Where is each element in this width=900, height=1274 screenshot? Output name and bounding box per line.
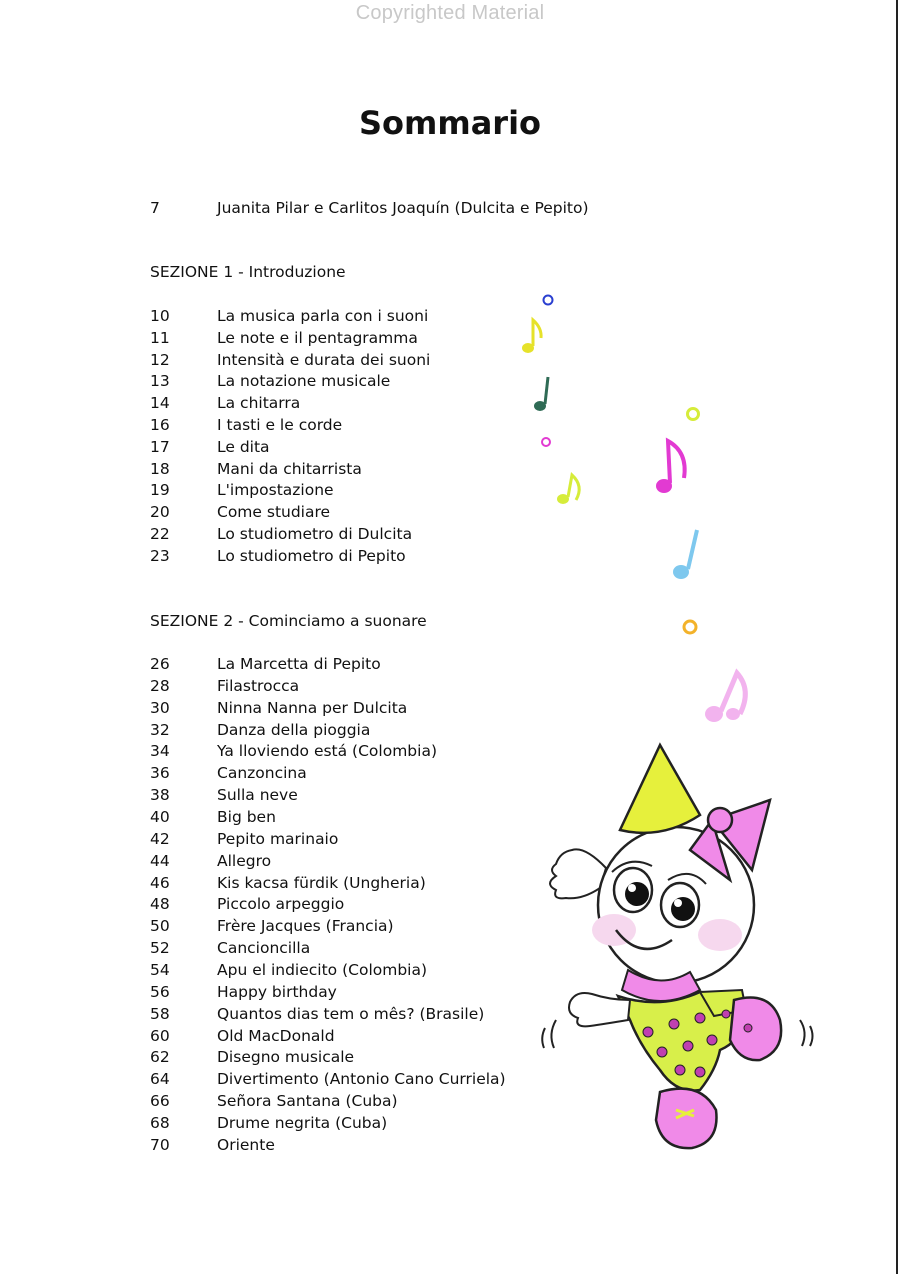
- toc-entry: [150, 392, 300, 414]
- toc-page-number: 28: [150, 676, 170, 695]
- toc-entry: [150, 349, 430, 371]
- toc-entry-title: Big ben: [217, 808, 276, 827]
- toc-entry-title: Cancioncilla: [217, 939, 311, 958]
- toc-page-number: 30: [150, 698, 170, 717]
- toc-entry-title: La Marcetta di Pepito: [217, 655, 381, 673]
- toc-page-number: 32: [150, 720, 170, 739]
- toc-page-number: 26: [150, 655, 170, 673]
- toc-page-number: 34: [150, 742, 170, 761]
- toc-entry-title: Lo studiometro di Pepito: [217, 546, 406, 565]
- toc-entry: [150, 893, 344, 915]
- toc-entry: [150, 872, 426, 894]
- toc-entry: [150, 370, 390, 392]
- toc-entry: [150, 981, 337, 1003]
- toc-page-number: 64: [150, 1070, 170, 1089]
- toc-page-number: 17: [150, 437, 170, 456]
- toc-page-number: 12: [150, 350, 170, 369]
- toc-entry: [150, 784, 298, 806]
- toc-page-number: 42: [150, 829, 170, 848]
- toc-entry: [150, 937, 310, 959]
- toc-entry-title: Apu el indiecito (Colombia): [217, 961, 428, 980]
- toc-entry: [150, 479, 334, 501]
- toc-page-number: 52: [150, 939, 170, 958]
- toc-entry-title: La notazione musicale: [217, 372, 391, 391]
- toc-page-number: 18: [150, 459, 170, 478]
- toc-entry: [150, 327, 418, 349]
- toc-entry: [150, 697, 407, 719]
- toc-entry-title: L'impostazione: [217, 481, 334, 500]
- toc-page-number: 56: [150, 982, 170, 1001]
- toc-page-number: 20: [150, 503, 170, 522]
- toc-page-number: 54: [150, 961, 170, 980]
- section-2-heading: SEZIONE 2 - Cominciamo a suonare: [150, 612, 427, 630]
- toc-entry-title: La chitarra: [217, 394, 301, 413]
- toc-entry: [150, 740, 437, 762]
- toc-entry-title: Frère Jacques (Francia): [217, 917, 394, 936]
- toc-entry: [150, 458, 362, 480]
- toc-entry-title: Divertimento (Antonio Cano Curriela): [217, 1070, 506, 1089]
- toc-entry-title: Lo studiometro di Dulcita: [217, 525, 413, 543]
- toc-entry: [150, 719, 370, 741]
- toc-page-number: 10: [150, 307, 170, 325]
- toc-entry-title: Ya lloviendo está (Colombia): [217, 742, 437, 761]
- toc-entry-intro: [150, 197, 589, 219]
- toc-entry-title: Disegno musicale: [217, 1048, 355, 1067]
- toc-page-number: 13: [150, 372, 170, 391]
- toc-entry: [150, 675, 299, 697]
- toc-page-number: 19: [150, 481, 170, 500]
- toc-page-number: 40: [150, 808, 170, 827]
- toc-entry: [150, 850, 271, 872]
- toc-entry: [150, 915, 394, 937]
- toc-page-number: 68: [150, 1114, 170, 1133]
- toc-entry: [150, 545, 406, 567]
- toc-entry: [150, 1046, 354, 1068]
- toc-entry-title: Pepito marinaio: [217, 829, 339, 848]
- toc-entry-title: Mani da chitarrista: [217, 459, 362, 478]
- page-title: Sommario: [358, 104, 542, 142]
- toc-entry: [150, 1003, 484, 1025]
- toc-entry-title: Happy birthday: [217, 982, 337, 1001]
- toc-entry: [150, 828, 338, 850]
- toc-entry: [150, 653, 381, 675]
- toc-page-number: 70: [150, 1135, 170, 1154]
- toc-page-number: 48: [150, 895, 170, 914]
- toc-entry-title: Oriente: [217, 1135, 275, 1154]
- toc-entry: [150, 414, 342, 436]
- toc-entry-title: Le dita: [217, 437, 270, 456]
- toc-entry-title: Señora Santana (Cuba): [217, 1092, 398, 1111]
- toc-entry-title: Juanita Pilar e Carlitos Joaquín (Dulcita e Pepito): [217, 199, 589, 217]
- toc-page-number: 7: [150, 199, 160, 217]
- toc-entry-title: Sulla neve: [217, 786, 298, 805]
- toc-page-number: 23: [150, 546, 170, 565]
- toc-page-number: 66: [150, 1092, 170, 1111]
- toc-entry-title: I tasti e le corde: [217, 416, 343, 434]
- toc-page-number: 60: [150, 1026, 170, 1045]
- toc-entry-title: Piccolo arpeggio: [217, 895, 345, 914]
- toc-page-number: 14: [150, 394, 170, 413]
- toc-entry-title: Le note e il pentagramma: [217, 328, 418, 347]
- toc-entry-title: Filastrocca: [217, 676, 300, 695]
- toc-entry: [150, 1134, 275, 1156]
- toc-entry: [150, 523, 412, 545]
- toc-entry-title: Intensità e durata dei suoni: [217, 350, 431, 369]
- toc-page-number: 38: [150, 786, 170, 805]
- toc-entry-title: Allegro: [217, 851, 272, 870]
- toc-entry-title: Kis kacsa fürdik (Ungheria): [217, 873, 426, 892]
- toc-entry: [150, 762, 307, 784]
- toc-page-number: 44: [150, 851, 170, 870]
- toc-entry: [150, 806, 276, 828]
- toc-entry-title: Quantos dias tem o mês? (Brasile): [217, 1004, 485, 1023]
- toc-entry-title: Drume negrita (Cuba): [217, 1114, 388, 1133]
- toc-page-number: 62: [150, 1048, 170, 1067]
- toc-page-number: 11: [150, 328, 170, 347]
- toc-page-number: 36: [150, 764, 170, 783]
- toc-entry: [150, 501, 330, 523]
- toc-entry-title: Canzoncina: [217, 764, 307, 783]
- toc-entry: [150, 1112, 387, 1134]
- toc-entry: [150, 1068, 506, 1090]
- toc-entry: [150, 436, 270, 458]
- toc-entry: [150, 305, 428, 327]
- toc-page-number: 46: [150, 873, 170, 892]
- toc-entry: [150, 959, 427, 981]
- toc-page-number: 22: [150, 525, 170, 543]
- toc-page-number: 58: [150, 1004, 170, 1023]
- copyright-watermark: Copyrighted Material: [355, 2, 545, 24]
- toc-entry-title: Ninna Nanna per Dulcita: [217, 698, 408, 717]
- toc-entry: [150, 1025, 335, 1047]
- toc-entry-title: Old MacDonald: [217, 1026, 335, 1045]
- toc-entry-title: Danza della pioggia: [217, 720, 371, 739]
- toc-entry: [150, 1090, 398, 1112]
- toc-entry-title: Come studiare: [217, 503, 331, 522]
- section-1-heading: SEZIONE 1 - Introduzione: [150, 263, 346, 281]
- toc-page-number: 50: [150, 917, 170, 936]
- toc-entry-title: La musica parla con i suoni: [217, 307, 429, 325]
- toc-page-number: 16: [150, 416, 170, 434]
